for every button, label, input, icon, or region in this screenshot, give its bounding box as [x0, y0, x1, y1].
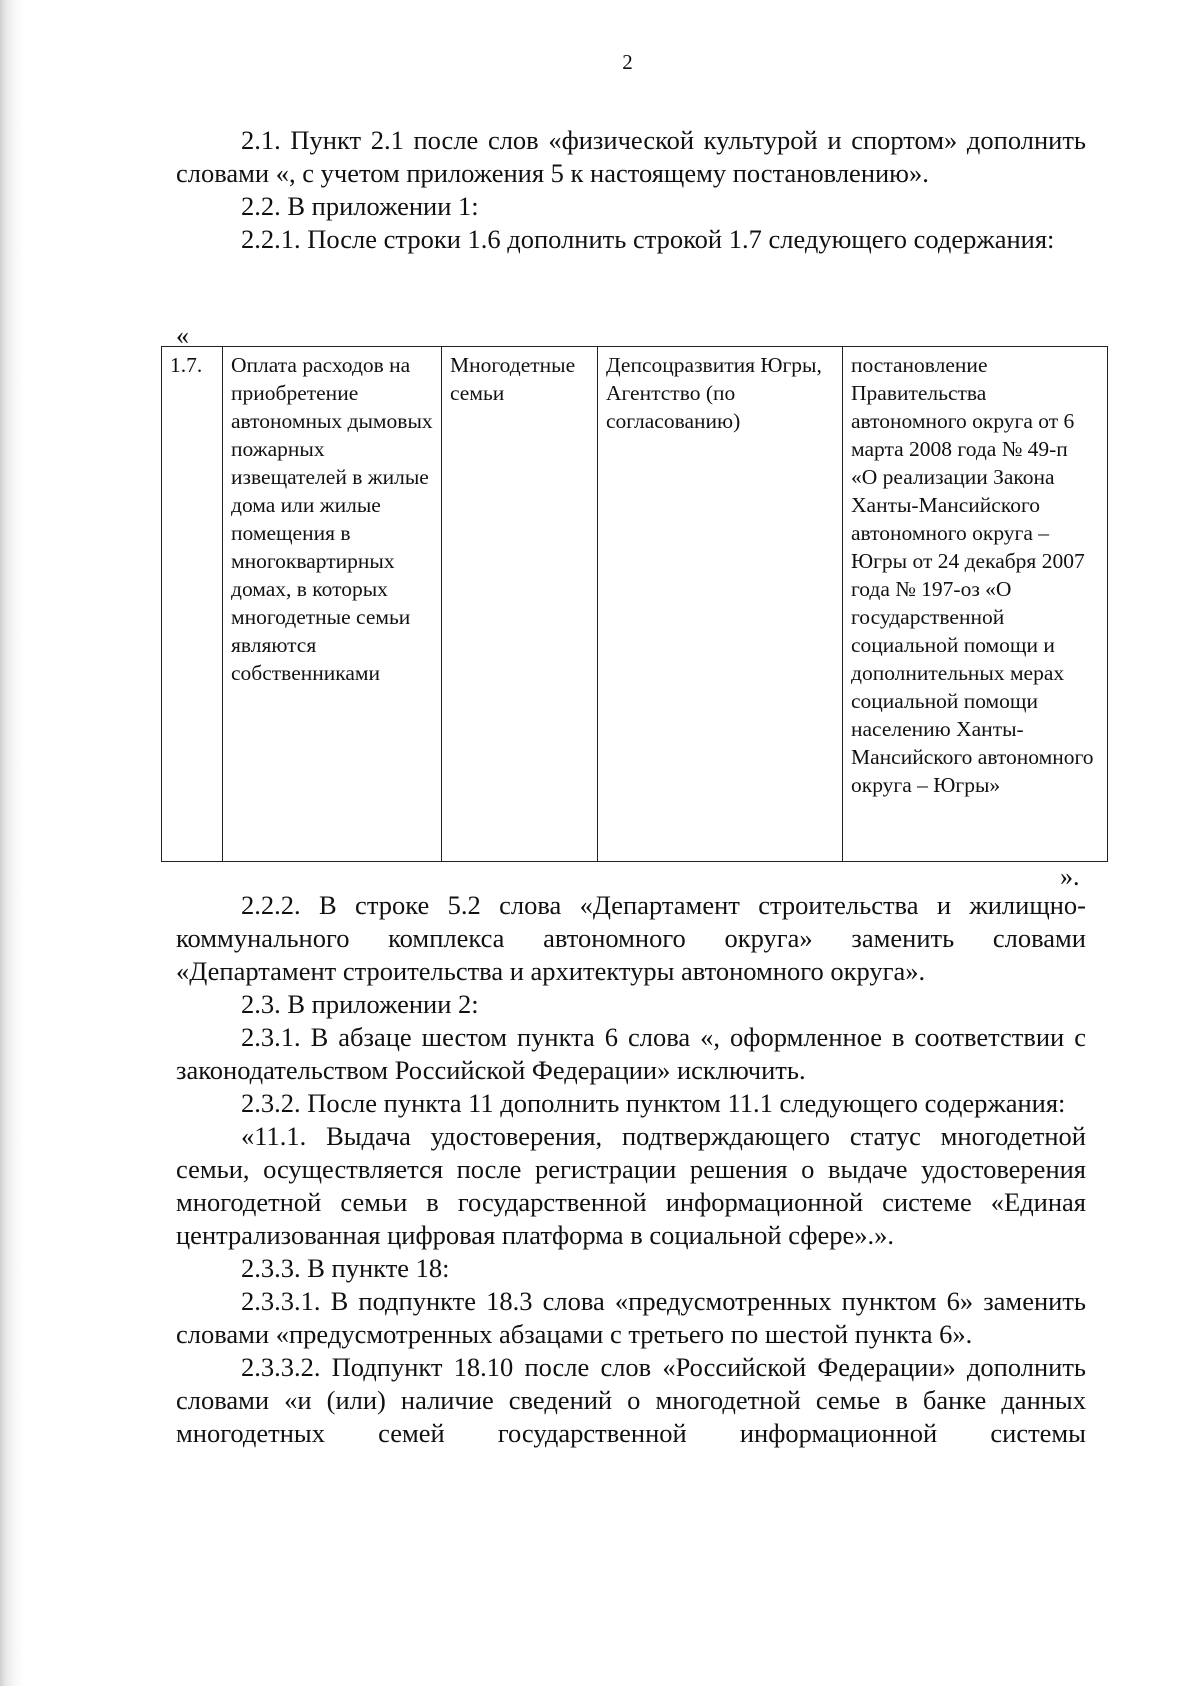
paragraph-2-3-3-1: 2.3.3.1. В подпункте 18.3 слова «предусмотренных пунктом 6» заменить словами «предусмотренных абзацами с третьего по шестой пункта 6».	[176, 1286, 1086, 1349]
page-number: 2	[622, 50, 633, 74]
measure-cell: Оплата расходов на приобретение автономных дымовых пожарных извещателей в жилые дома или жилые помещения в многоквартирных домах, в которых многодетные семьи являются собственниками	[223, 347, 442, 862]
intro-text	[176, 124, 1086, 256]
paragraph-2-3-1: 2.3.1. В абзаце шестом пункта 6 слова «, оформленное в соответствии с законодательством Российской Федерации» исключить.	[176, 1022, 1086, 1085]
paragraph-2-3-2: 2.3.2. После пункта 11 дополнить пунктом 11.1 следующего содержания:	[241, 1088, 1066, 1118]
amendment-table	[161, 346, 1108, 862]
paragraph-2-3-3: 2.3.3. В пункте 18:	[241, 1253, 450, 1283]
table-close-quote: ».	[1060, 862, 1080, 891]
executor-cell: Депсоцразвития Югры, Агентство (по согласованию)	[598, 347, 843, 862]
body-text	[176, 889, 1086, 1450]
recipients-cell: Многодетные семьи	[442, 347, 598, 862]
table-open-quote: «	[176, 321, 189, 350]
table-row	[162, 347, 1108, 862]
row-number-cell: 1.7.	[162, 347, 223, 862]
paragraph-2-3-3-2: 2.3.3.2. Подпункт 18.10 после слов «Российской Федерации» дополнить словами «и (или) наличие сведений о многодетной семье в банке данных многодетных семей государственной информационной системы	[176, 1352, 1086, 1448]
paragraph-2-2-2: 2.2.2. В строке 5.2 слова «Департамент строительства и жилищно-коммунального комплекса автономного округа» заменить словами «Департамент строительства и архитектуры автономного округа».	[176, 890, 1086, 986]
paragraph-2-1: 2.1. Пункт 2.1 после слов «физической культурой и спортом» дополнить словами «, с учетом приложения 5 к настоящему постановлению».	[176, 125, 1086, 188]
legal-basis-cell: постановление Правительства автономного округа от 6 марта 2008 года № 49-п «О реализации Закона Ханты-Мансийского автономного округа – Югры от 24 декабря 2007 года № 197-оз «О государственной социальной помощи и дополнительных мерах социальной помощи населению Ханты-Мансийского автономного округа – Югры»	[843, 347, 1108, 862]
scan-edge-shadow	[0, 0, 24, 1686]
paragraph-2-2-1: 2.2.1. После строки 1.6 дополнить строкой 1.7 следующего содержания:	[241, 224, 1055, 254]
paragraph-2-2: 2.2. В приложении 1:	[241, 191, 479, 221]
paragraph-2-3: 2.3. В приложении 2:	[241, 989, 479, 1019]
paragraph-11-1-quote: «11.1. Выдача удостоверения, подтверждающего статус многодетной семьи, осуществляется после регистрации решения о выдаче удостоверения многодетной семьи в государственной информационной системе «Единая централизованная цифровая платформа в социальной сфере».».	[176, 1121, 1086, 1250]
